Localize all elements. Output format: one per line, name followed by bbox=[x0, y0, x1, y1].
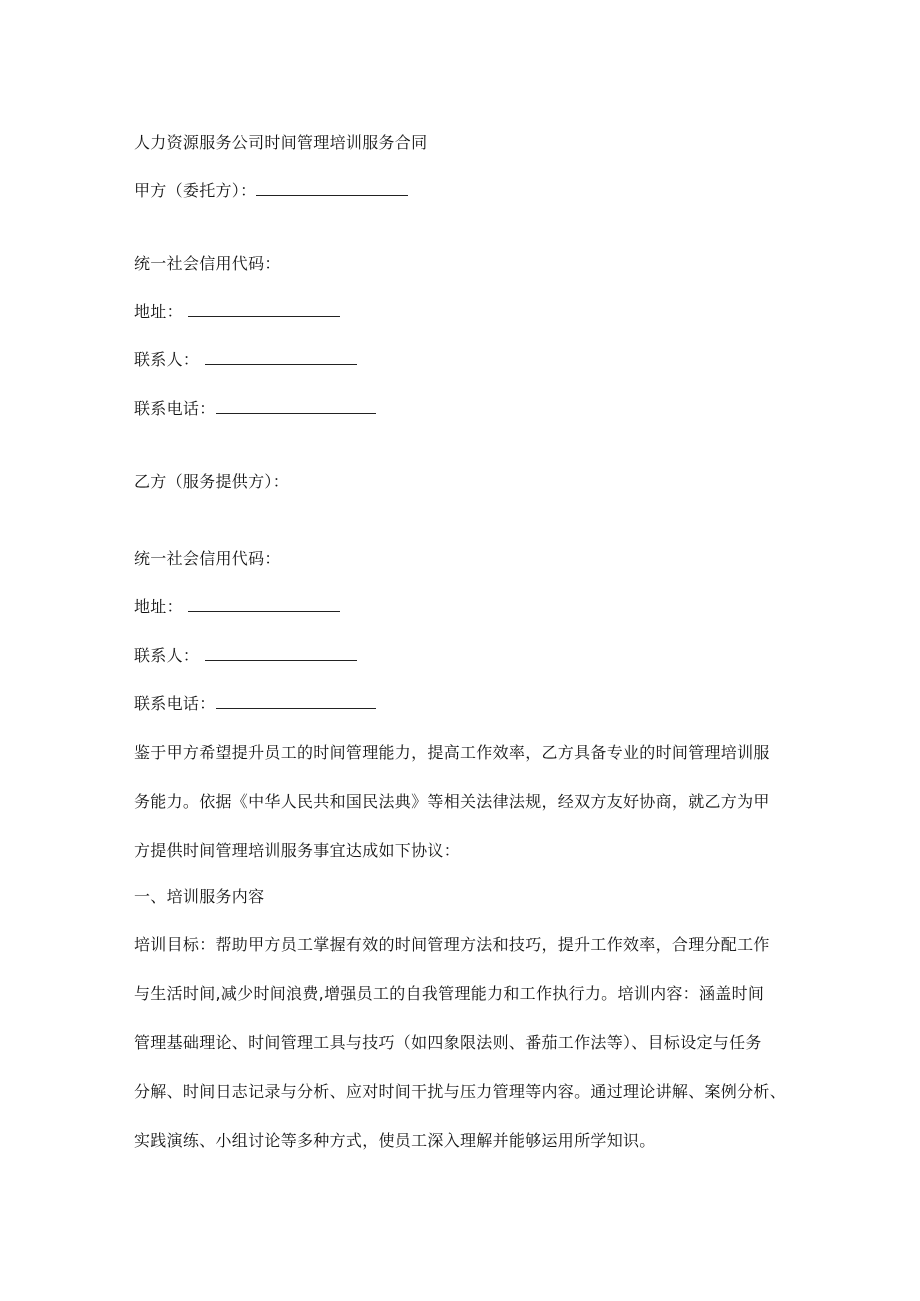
party-a-line bbox=[134, 180, 408, 202]
section-1-line: 培训目标：帮助甲方员工掌握有效的时间管理方法和技巧，提升工作效率，合理分配工作 bbox=[134, 935, 770, 954]
party-b-contact-label: 联系人： bbox=[134, 646, 200, 665]
party-b-credit-code: 统一社会信用代码： bbox=[134, 549, 281, 568]
party-a-address-label: 地址： bbox=[134, 302, 183, 321]
party-b-address-label: 地址： bbox=[134, 597, 183, 616]
section-1-line: 分解、时间日志记录与分析、应对时间干扰与压力管理等内容。通过理论讲解、案例分析、 bbox=[134, 1082, 787, 1101]
party-a-address-blank bbox=[188, 302, 340, 317]
party-a-contact-label: 联系人： bbox=[134, 350, 200, 369]
preamble-paragraph bbox=[134, 728, 794, 875]
party-b-address-blank bbox=[188, 597, 340, 612]
party-a-name-blank bbox=[256, 181, 408, 196]
party-b-phone-blank bbox=[216, 694, 376, 709]
party-a-phone-line bbox=[134, 398, 376, 420]
section-1-line: 与生活时间,减少时间浪费,增强员工的自我管理能力和工作执行力。培训内容：涵盖时间 bbox=[134, 984, 765, 1003]
party-a-contact-line bbox=[134, 349, 357, 371]
section-1-line: 管理基础理论、时间管理工具与技巧（如四象限法则、番茄工作法等）、目标设定与任务 bbox=[134, 1033, 762, 1052]
preamble-line: 方提供时间管理培训服务事宜达成如下协议： bbox=[134, 841, 461, 860]
party-a-credit-code: 统一社会信用代码： bbox=[134, 254, 281, 273]
party-a-label: 甲方（委托方）： bbox=[134, 181, 257, 200]
party-a-phone-blank bbox=[216, 399, 376, 414]
party-a-address-line bbox=[134, 301, 340, 323]
party-a-phone-label: 联系电话： bbox=[134, 399, 216, 418]
party-b-label: 乙方（服务提供方）： bbox=[134, 472, 290, 491]
section-1-heading: 一、培训服务内容 bbox=[134, 887, 265, 906]
section-1-paragraph bbox=[134, 920, 794, 1165]
party-b-contact-blank bbox=[205, 646, 357, 661]
preamble-line: 务能力。依据《中华人民共和国民法典》等相关法律法规，经双方友好协商，就乙方为甲 bbox=[134, 792, 770, 811]
party-a-contact-blank bbox=[205, 350, 357, 365]
party-b-phone-line bbox=[134, 693, 376, 715]
party-b-phone-label: 联系电话： bbox=[134, 694, 216, 713]
party-b-address-line bbox=[134, 596, 340, 618]
document-title: 人力资源服务公司时间管理培训服务合同 bbox=[134, 133, 428, 152]
party-b-contact-line bbox=[134, 645, 357, 667]
section-1-line: 实践演练、小组讨论等多种方式，使员工深入理解并能够运用所学知识。 bbox=[134, 1131, 656, 1150]
preamble-line: 鉴于甲方希望提升员工的时间管理能力，提高工作效率，乙方具备专业的时间管理培训服 bbox=[134, 743, 770, 762]
